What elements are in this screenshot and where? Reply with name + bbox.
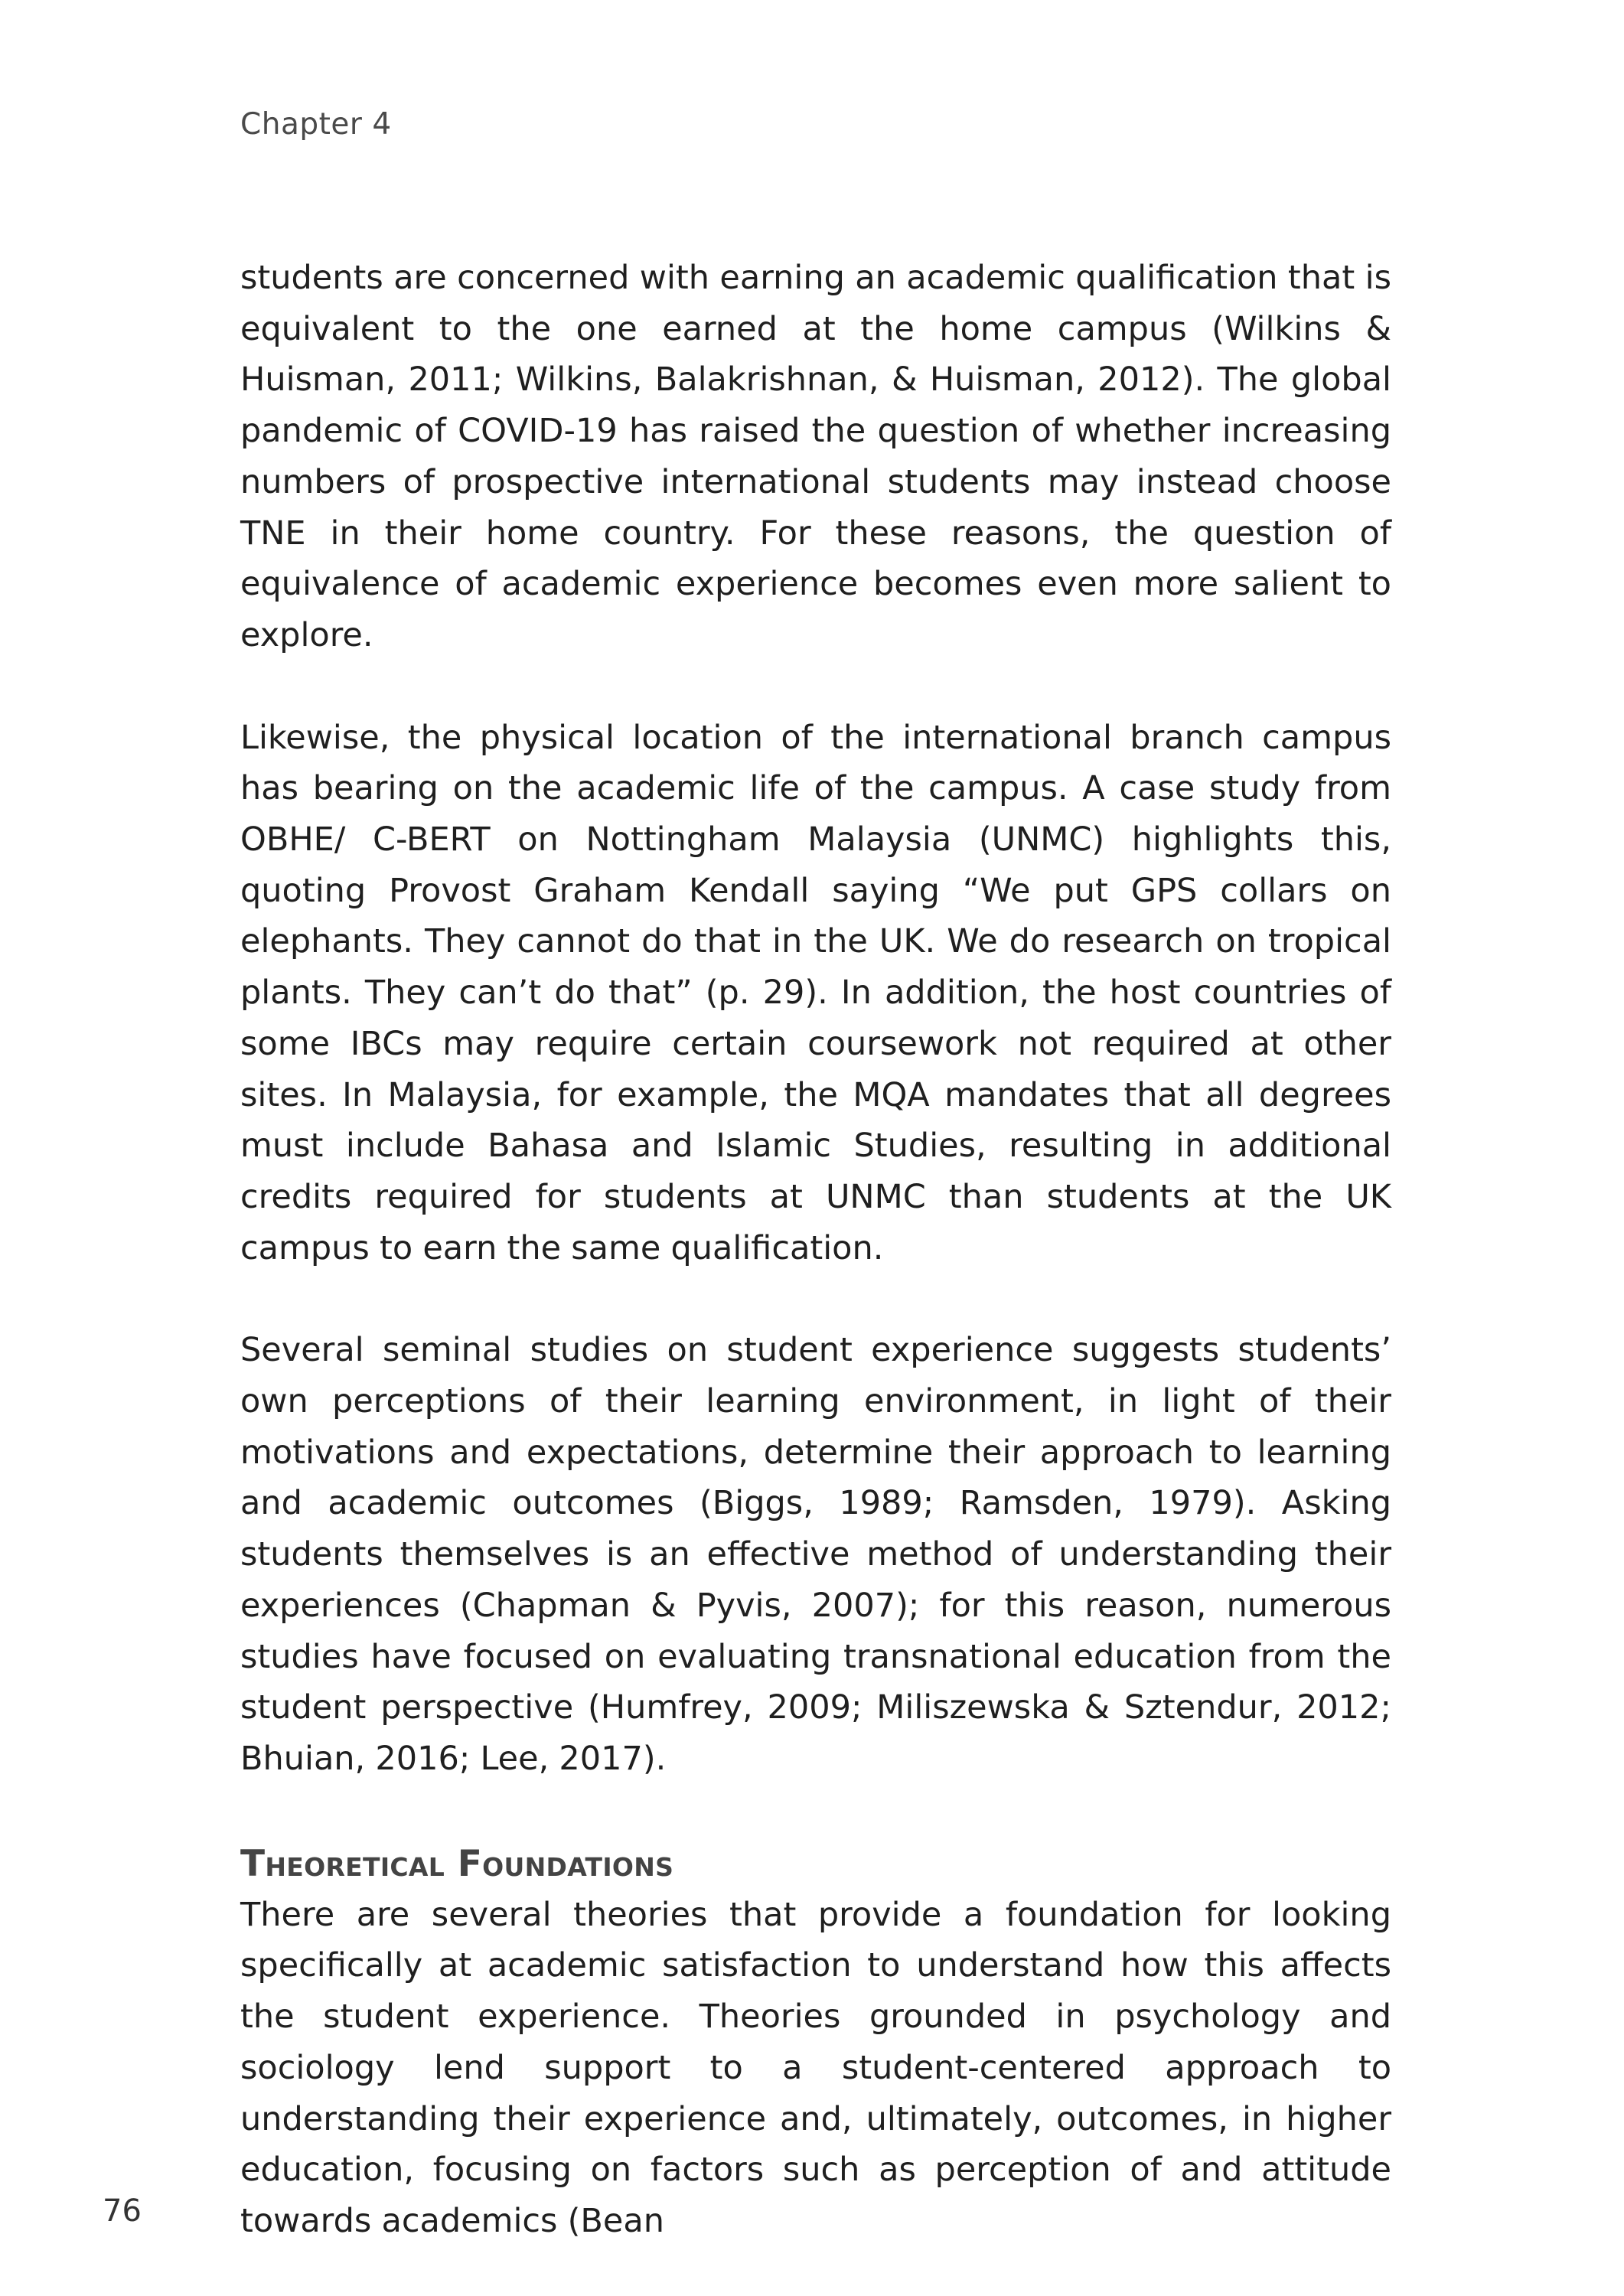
paragraph-theories: There are several theories that provide a foundation for looking specifically at academic satisfaction to understand how this affects the student experience. Theories grounded in psychology and sociology lend support to a student-centered approach to understanding their experience and, ultimately, outcomes, in higher education, focusing on factors such as perception of and attitude towards academics (Bean: [240, 1895, 1391, 2240]
paragraph-equivalence: students are concerned with earning an academic qualification that is equivalent to the one earned at the home campus (Wilkins & Huisman, 2011; Wilkins, Balakrishnan, & Huisman, 2012). The global pandemic of COVID-19 has raised the question of whether increasing numbers of prospective international students may instead choose TNE in their home country. For these reasons, the question of equivalence of academic experience becomes even more salient to explore.: [240, 259, 1391, 654]
paragraph-physical-location: Likewise, the physical location of the international branch campus has bearing on the academic life of the campus. A case study from OBHE/ C-BERT on Nottingham Malaysia (UNMC) highlights this, quoting Provost Graham Kendall saying “We put GPS collars on elephants. They cannot do that in the UK. We do research on tropical plants. They can’t do that” (p. 29). In addition, the host countries of some IBCs may require certain coursework not required at other sites. In Malaysia, for example, the MQA mandates that all degrees must include Bahasa and Islamic Studies, resulting in additional credits required for students at UNMC than students at the UK campus to earn the same qualification.: [240, 718, 1391, 1267]
paragraph-student-experience: Several seminal studies on student experience suggests students’ own perceptions of their learning environment, in light of their motivations and expectations, determine their approach to learning and academic outcomes (Biggs, 1989; Ramsden, 1979). Asking students themselves is an effective method of understanding their experiences (Chapman & Pyvis, 2007); for this reason, numerous studies have focused on evaluating transnational education from the student perspective (Humfrey, 2009; Miliszewska & Sztendur, 2012; Bhuian, 2016; Lee, 2017).: [240, 1331, 1391, 1778]
page-content: [240, 253, 1391, 2247]
page-number: 76: [103, 2193, 142, 2229]
section-heading: Theoretical Foundations: [240, 1842, 674, 1885]
running-header: Chapter 4: [240, 107, 392, 142]
